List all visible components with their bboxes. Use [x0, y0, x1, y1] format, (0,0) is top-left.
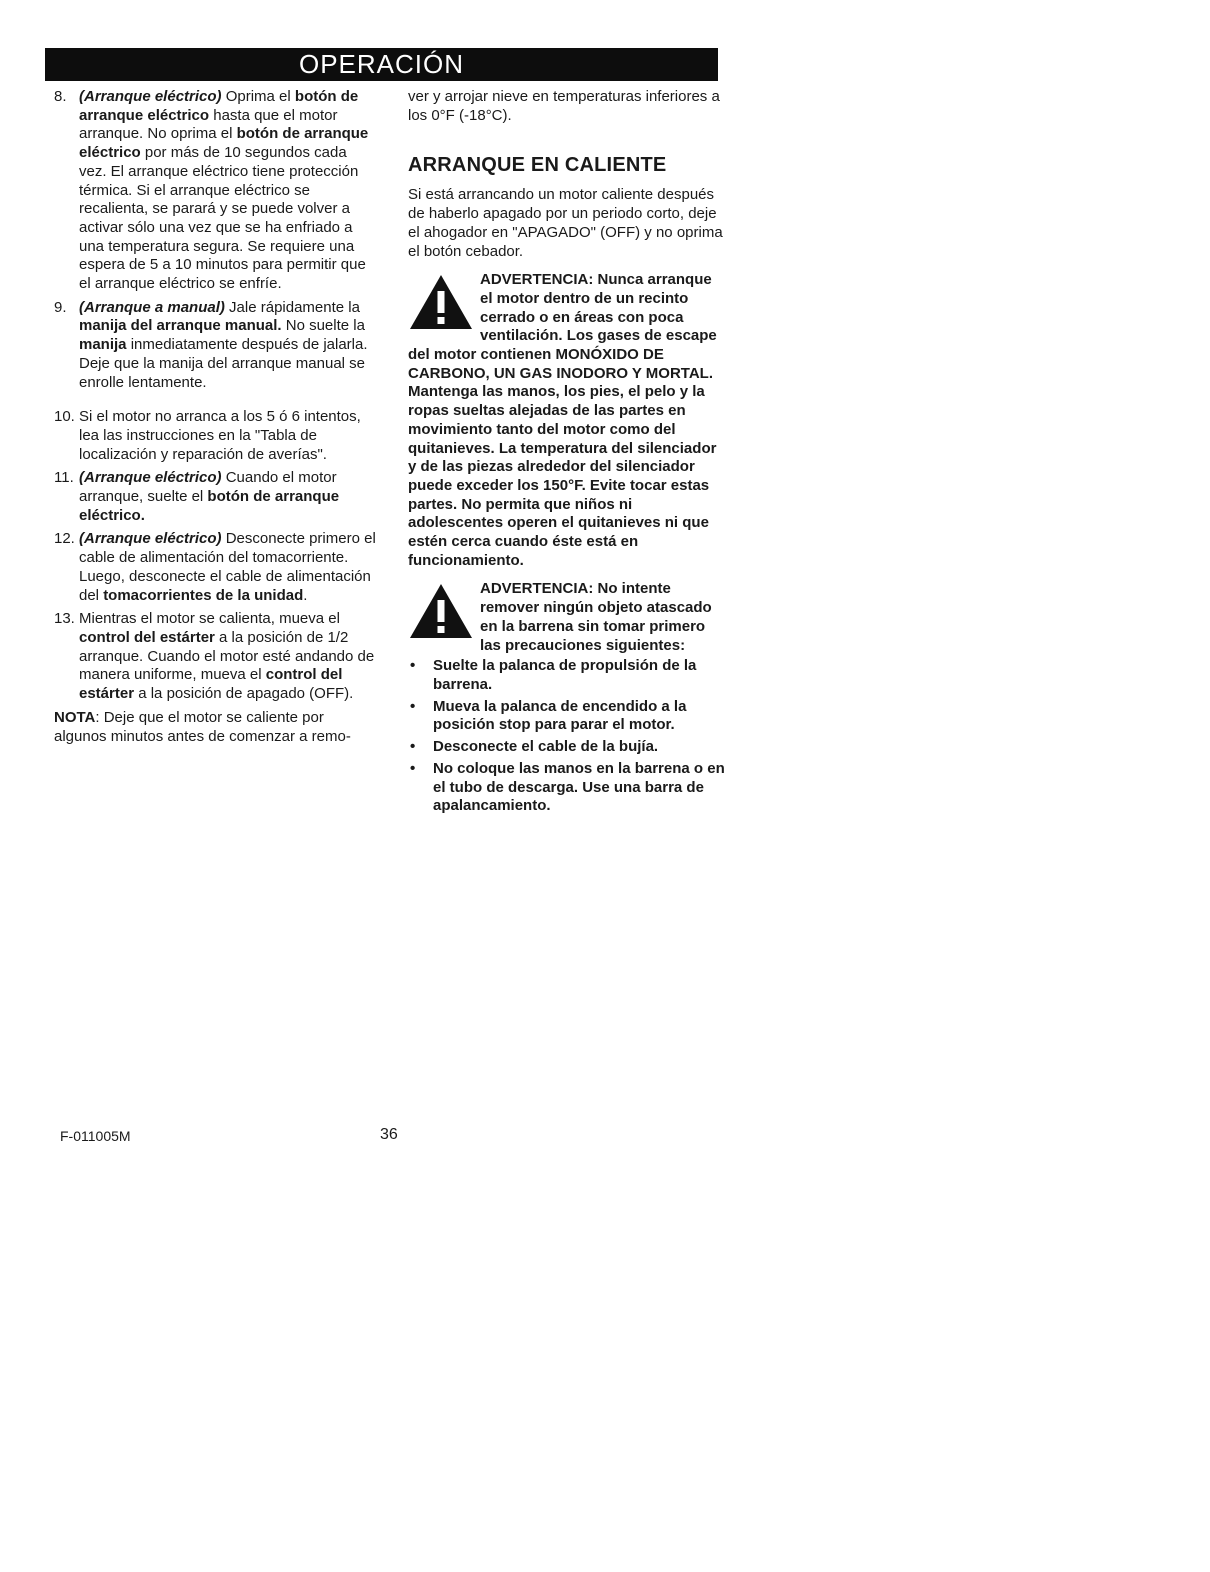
step-text: Si el motor no arranca a los 5 ó 6 intentos, lea las instrucciones en la "Tabla de localización y reparación de averías".: [79, 408, 361, 463]
list-item: [408, 698, 728, 735]
section-title: OPERACIÓN: [45, 48, 718, 81]
step-number: 10.: [54, 408, 75, 426]
step-bold: manija: [79, 336, 127, 354]
step-number: 9.: [54, 298, 67, 316]
section-heading: ARRANQUE EN CALIENTE: [408, 154, 667, 177]
step-tag: (Arranque eléctrico): [79, 530, 222, 548]
right-column: [408, 88, 728, 819]
step-text: a la posición de 1/2 arranque. Cuando el motor esté andando de manera uniforme, mueva el: [79, 628, 375, 684]
warning-icon: [408, 273, 474, 331]
list-item-text: Desconecte el cable de la bujía.: [433, 738, 659, 756]
step-text: .: [303, 586, 308, 604]
list-item: [408, 657, 728, 694]
step-text: Jale rápidamente la: [224, 298, 360, 316]
step-number: 8.: [54, 88, 67, 105]
list-item: [408, 760, 728, 816]
step-text: a la posición de apagado (OFF).: [134, 685, 354, 703]
step-tag: (Arranque a manual): [79, 298, 225, 316]
step-bold: control del estárter: [79, 628, 215, 646]
bullet: •: [410, 738, 416, 756]
step-bold: tomacorrientes de la unidad: [103, 586, 304, 604]
step-text: Desconecte primero el cable de alimentación del tomacorriente. Luego, desconecte el cable de alimentación del: [79, 530, 376, 604]
step-text: Mientras el motor se calienta, mueva el: [79, 610, 340, 628]
step-bold: control del estárter: [79, 666, 343, 703]
bullet: •: [410, 759, 416, 777]
step-text: hasta que el motor arranque. No oprima el: [79, 106, 338, 143]
step-bold: manija del arranque manual.: [79, 317, 282, 335]
step-9: [54, 299, 376, 393]
step-bold: botón de arranque eléctrico: [79, 88, 359, 124]
step-tag: (Arranque eléctrico): [79, 88, 222, 105]
step-number: 13.: [54, 610, 75, 628]
bullet: •: [410, 697, 416, 715]
step-text: Cuando el motor arranque, suelte el: [79, 469, 337, 506]
list-item: [408, 738, 728, 757]
hot-start-paragraph: Si está arrancando un motor caliente después de haberlo apagado por un periodo corto, deje el ahogador en "APAGADO" (OFF) y no oprima el botón cebador.: [408, 186, 723, 260]
list-item-text: No coloque las manos en la barrena o en el tubo de descarga. Use una barra de apalancamiento.: [433, 759, 725, 815]
precaution-list: [408, 657, 728, 816]
bullet: •: [410, 657, 416, 675]
note: [54, 709, 376, 746]
warning-text: ADVERTENCIA: No intente remover ningún objeto atascado en la barrena sin tomar primero las precauciones siguientes:: [480, 580, 712, 654]
list-item-text: Suelte la palanca de propulsión de la barrena.: [433, 657, 697, 693]
note-text: : Deje que el motor se caliente por algunos minutos antes de comenzar a remo-: [54, 708, 351, 745]
step-8: [54, 88, 376, 294]
page-number: 36: [380, 1126, 398, 1143]
step-text: inmediatamente después de jalarla. Deje que la manija del arranque manual se enrolle lentamente.: [79, 336, 368, 391]
warning-icon: [408, 582, 474, 640]
step-bold: botón de arranque eléctrico.: [79, 488, 340, 524]
step-number: 12.: [54, 530, 75, 548]
continuation-text: ver y arrojar nieve en temperaturas inferiores a los 0°F (-18°C).: [408, 88, 720, 124]
step-11: [54, 469, 376, 525]
step-number: 11.: [54, 469, 74, 487]
step-text: por más de 10 segundos cada vez. El arranque eléctrico tiene protección térmica. Si el arranque eléctrico se recalienta, se parará y se puede volver a activar sólo una vez que se ha enfriado a una temperatura segura. Se requiere una espera de 5 a 10 minutos para permitir que el arranque eléctrico se enfríe.: [79, 144, 366, 293]
note-label: NOTA: [54, 708, 96, 726]
step-12: [54, 530, 376, 605]
step-text: Oprima el: [221, 88, 295, 105]
step-text: No suelte la: [281, 317, 365, 335]
document-code: F-011005M: [60, 1128, 131, 1144]
step-bold: botón de arranque eléctrico: [79, 125, 369, 162]
list-item-text: Mueva la palanca de encendido a la posición stop para parar el motor.: [433, 697, 687, 734]
warning-auger: [408, 580, 728, 655]
step-13: [54, 610, 376, 704]
warning-carbon-monoxide: [408, 271, 728, 570]
step-tag: (Arranque eléctrico): [79, 469, 222, 487]
left-column: [54, 88, 376, 746]
warning-text: ADVERTENCIA: Nunca arranque el motor dentro de un recinto cerrado o en áreas con poca ventilación. Los gases de escape del motor contienen MONÓXIDO DE CARBONO, UN GAS INODORO Y MORTAL. Mantenga las manos, los pies, el pelo y la ropas sueltas alejadas de las partes en movimiento tanto del motor como del quitanieves. La temperatura del silenciador y de las piezas alrededor del silenciador puede exceder los 150°F. Evite tocar estas partes. No permita que niños ni adolescentes operen el quitanieves ni que estén cerca cuando éste está en funcionamiento.: [408, 271, 717, 569]
step-10: [54, 408, 376, 464]
